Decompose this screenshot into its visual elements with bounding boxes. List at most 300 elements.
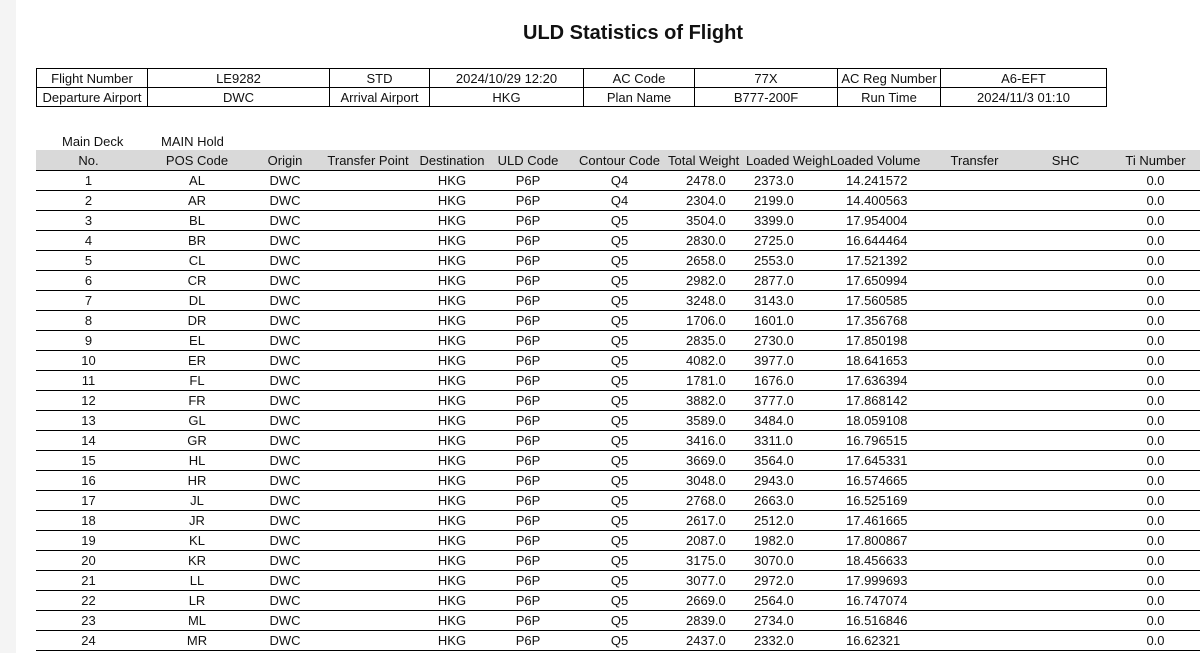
cell-pos-code: EL — [141, 331, 253, 351]
cell-total-weight: 2835.0 — [668, 331, 746, 351]
cell-uld-code: P6P — [485, 571, 571, 591]
cell-transfer — [929, 251, 1020, 271]
std-value: 2024/10/29 12:20 — [430, 69, 584, 88]
cell-destination: HKG — [419, 371, 485, 391]
cell-total-weight: 3077.0 — [668, 571, 746, 591]
cell-transfer-point — [317, 491, 419, 511]
std-label: STD — [330, 69, 430, 88]
cell-loaded-weight: 2199.0 — [746, 191, 830, 211]
cell-no: 22 — [36, 591, 141, 611]
ac-reg-value: A6-EFT — [941, 69, 1107, 88]
cell-destination: HKG — [419, 411, 485, 431]
cell-pos-code: GL — [141, 411, 253, 431]
cell-transfer-point — [317, 171, 419, 191]
cell-loaded-volume: 17.645331 — [830, 451, 929, 471]
cell-destination: HKG — [419, 251, 485, 271]
cell-no: 1 — [36, 171, 141, 191]
cell-transfer-point — [317, 451, 419, 471]
cell-pos-code: LR — [141, 591, 253, 611]
cell-contour-code: Q5 — [571, 431, 668, 451]
cell-ti-number: 0.0 — [1111, 631, 1200, 651]
column-header-contour-code: Contour Code — [571, 150, 668, 171]
cell-transfer-point — [317, 251, 419, 271]
cell-contour-code: Q5 — [571, 291, 668, 311]
cell-transfer-point — [317, 271, 419, 291]
cell-transfer — [929, 371, 1020, 391]
cell-destination: HKG — [419, 311, 485, 331]
cell-origin: DWC — [253, 591, 317, 611]
column-header-transfer: Transfer — [929, 150, 1020, 171]
cell-shc — [1020, 271, 1111, 291]
cell-no: 3 — [36, 211, 141, 231]
cell-loaded-volume: 16.574665 — [830, 471, 929, 491]
cell-loaded-volume: 17.850198 — [830, 331, 929, 351]
cell-uld-code: P6P — [485, 471, 571, 491]
cell-transfer-point — [317, 391, 419, 411]
cell-contour-code: Q4 — [571, 191, 668, 211]
cell-uld-code: P6P — [485, 611, 571, 631]
cell-total-weight: 1781.0 — [668, 371, 746, 391]
table-row — [36, 171, 1200, 191]
cell-loaded-weight: 1601.0 — [746, 311, 830, 331]
cell-total-weight: 2658.0 — [668, 251, 746, 271]
cell-uld-code: P6P — [485, 311, 571, 331]
cell-total-weight: 3669.0 — [668, 451, 746, 471]
cell-loaded-volume: 16.747074 — [830, 591, 929, 611]
cell-ti-number: 0.0 — [1111, 471, 1200, 491]
cell-ti-number: 0.0 — [1111, 551, 1200, 571]
cell-transfer-point — [317, 531, 419, 551]
cell-shc — [1020, 191, 1111, 211]
cell-pos-code: DR — [141, 311, 253, 331]
cell-ti-number: 0.0 — [1111, 231, 1200, 251]
cell-destination: HKG — [419, 191, 485, 211]
cell-destination: HKG — [419, 211, 485, 231]
table-row — [36, 491, 1200, 511]
cell-total-weight: 2087.0 — [668, 531, 746, 551]
cell-loaded-weight: 2373.0 — [746, 171, 830, 191]
cell-total-weight: 3048.0 — [668, 471, 746, 491]
cell-uld-code: P6P — [485, 251, 571, 271]
table-row — [36, 471, 1200, 491]
cell-origin: DWC — [253, 531, 317, 551]
cell-no: 21 — [36, 571, 141, 591]
cell-transfer-point — [317, 211, 419, 231]
page-title: ULD Statistics of Flight — [523, 22, 743, 44]
cell-contour-code: Q5 — [571, 351, 668, 371]
cell-total-weight: 2839.0 — [668, 611, 746, 631]
table-row — [36, 411, 1200, 431]
table-row — [36, 571, 1200, 591]
table-row — [36, 331, 1200, 351]
cell-destination: HKG — [419, 451, 485, 471]
cell-uld-code: P6P — [485, 531, 571, 551]
table-row — [36, 451, 1200, 471]
ac-reg-label: AC Reg Number — [838, 69, 941, 88]
cell-total-weight: 1706.0 — [668, 311, 746, 331]
cell-no: 12 — [36, 391, 141, 411]
cell-pos-code: MR — [141, 631, 253, 651]
cell-transfer — [929, 351, 1020, 371]
cell-shc — [1020, 291, 1111, 311]
cell-loaded-volume: 16.62321 — [830, 631, 929, 651]
column-header-pos-code: POS Code — [141, 150, 253, 171]
run-time-label: Run Time — [838, 88, 941, 107]
cell-pos-code: BR — [141, 231, 253, 251]
cell-no: 10 — [36, 351, 141, 371]
run-time-value: 2024/11/3 01:10 — [941, 88, 1107, 107]
cell-transfer-point — [317, 191, 419, 211]
cell-contour-code: Q5 — [571, 511, 668, 531]
flight-info-row — [37, 69, 1107, 88]
cell-destination: HKG — [419, 431, 485, 451]
column-header-total-weight: Total Weight — [668, 150, 746, 171]
flight-number-value: LE9282 — [148, 69, 330, 88]
departure-airport-value: DWC — [148, 88, 330, 107]
cell-contour-code: Q5 — [571, 491, 668, 511]
cell-loaded-weight: 2943.0 — [746, 471, 830, 491]
column-header-loaded-volume: Loaded Volume — [830, 150, 929, 171]
cell-contour-code: Q5 — [571, 471, 668, 491]
cell-shc — [1020, 451, 1111, 471]
cell-loaded-weight: 2512.0 — [746, 511, 830, 531]
cell-origin: DWC — [253, 551, 317, 571]
cell-origin: DWC — [253, 171, 317, 191]
cell-destination: HKG — [419, 231, 485, 251]
cell-destination: HKG — [419, 591, 485, 611]
cell-origin: DWC — [253, 431, 317, 451]
cell-loaded-volume: 17.461665 — [830, 511, 929, 531]
cell-no: 18 — [36, 511, 141, 531]
cell-ti-number: 0.0 — [1111, 251, 1200, 271]
cell-pos-code: KR — [141, 551, 253, 571]
cell-pos-code: DL — [141, 291, 253, 311]
cell-origin: DWC — [253, 631, 317, 651]
cell-shc — [1020, 231, 1111, 251]
cell-loaded-volume: 18.059108 — [830, 411, 929, 431]
cell-transfer — [929, 491, 1020, 511]
cell-shc — [1020, 551, 1111, 571]
document-page — [16, 0, 1200, 653]
cell-loaded-weight: 2663.0 — [746, 491, 830, 511]
cell-loaded-weight: 2332.0 — [746, 631, 830, 651]
cell-contour-code: Q5 — [571, 611, 668, 631]
flight-number-label: Flight Number — [37, 69, 148, 88]
cell-loaded-weight: 3977.0 — [746, 351, 830, 371]
column-header-uld-code: ULD Code — [485, 150, 571, 171]
cell-transfer — [929, 391, 1020, 411]
cell-shc — [1020, 411, 1111, 431]
cell-ti-number: 0.0 — [1111, 351, 1200, 371]
cell-origin: DWC — [253, 351, 317, 371]
cell-ti-number: 0.0 — [1111, 531, 1200, 551]
cell-transfer-point — [317, 611, 419, 631]
cell-pos-code: HL — [141, 451, 253, 471]
table-header-row — [36, 150, 1200, 171]
cell-transfer — [929, 271, 1020, 291]
cell-uld-code: P6P — [485, 171, 571, 191]
cell-destination: HKG — [419, 471, 485, 491]
cell-transfer — [929, 231, 1020, 251]
cell-loaded-weight: 2553.0 — [746, 251, 830, 271]
cell-transfer-point — [317, 571, 419, 591]
cell-destination: HKG — [419, 391, 485, 411]
cell-destination: HKG — [419, 351, 485, 371]
cell-destination: HKG — [419, 631, 485, 651]
cell-origin: DWC — [253, 511, 317, 531]
column-header-destination: Destination — [419, 150, 485, 171]
table-row — [36, 551, 1200, 571]
cell-transfer-point — [317, 591, 419, 611]
uld-table — [36, 150, 1200, 651]
cell-total-weight: 3175.0 — [668, 551, 746, 571]
cell-loaded-volume: 16.525169 — [830, 491, 929, 511]
cell-loaded-weight: 3484.0 — [746, 411, 830, 431]
cell-ti-number: 0.0 — [1111, 171, 1200, 191]
cell-no: 9 — [36, 331, 141, 351]
cell-uld-code: P6P — [485, 291, 571, 311]
cell-shc — [1020, 311, 1111, 331]
cell-loaded-volume: 17.650994 — [830, 271, 929, 291]
deck-label: Main Deck — [62, 134, 124, 149]
cell-loaded-weight: 1676.0 — [746, 371, 830, 391]
cell-loaded-volume: 17.868142 — [830, 391, 929, 411]
cell-transfer — [929, 411, 1020, 431]
cell-total-weight: 2830.0 — [668, 231, 746, 251]
cell-transfer-point — [317, 411, 419, 431]
cell-loaded-volume: 16.516846 — [830, 611, 929, 631]
cell-uld-code: P6P — [485, 551, 571, 571]
cell-loaded-volume: 18.456633 — [830, 551, 929, 571]
cell-transfer-point — [317, 631, 419, 651]
cell-uld-code: P6P — [485, 491, 571, 511]
cell-pos-code: AL — [141, 171, 253, 191]
departure-airport-label: Departure Airport — [37, 88, 148, 107]
cell-shc — [1020, 391, 1111, 411]
cell-shc — [1020, 471, 1111, 491]
cell-loaded-volume: 14.400563 — [830, 191, 929, 211]
cell-destination: HKG — [419, 611, 485, 631]
cell-no: 24 — [36, 631, 141, 651]
cell-transfer — [929, 311, 1020, 331]
cell-total-weight: 2437.0 — [668, 631, 746, 651]
cell-total-weight: 3248.0 — [668, 291, 746, 311]
column-header-no: No. — [36, 150, 141, 171]
cell-loaded-weight: 3143.0 — [746, 291, 830, 311]
cell-contour-code: Q5 — [571, 451, 668, 471]
hold-label: MAIN Hold — [161, 134, 224, 149]
cell-transfer — [929, 171, 1020, 191]
cell-contour-code: Q4 — [571, 171, 668, 191]
cell-destination: HKG — [419, 171, 485, 191]
cell-loaded-volume: 17.636394 — [830, 371, 929, 391]
table-row — [36, 611, 1200, 631]
cell-no: 4 — [36, 231, 141, 251]
cell-pos-code: AR — [141, 191, 253, 211]
cell-shc — [1020, 631, 1111, 651]
cell-total-weight: 3504.0 — [668, 211, 746, 231]
cell-destination: HKG — [419, 531, 485, 551]
cell-shc — [1020, 351, 1111, 371]
cell-contour-code: Q5 — [571, 371, 668, 391]
cell-contour-code: Q5 — [571, 631, 668, 651]
cell-transfer-point — [317, 291, 419, 311]
cell-transfer — [929, 451, 1020, 471]
cell-ti-number: 0.0 — [1111, 191, 1200, 211]
cell-transfer-point — [317, 371, 419, 391]
cell-no: 7 — [36, 291, 141, 311]
cell-uld-code: P6P — [485, 451, 571, 471]
cell-contour-code: Q5 — [571, 571, 668, 591]
cell-pos-code: HR — [141, 471, 253, 491]
cell-origin: DWC — [253, 191, 317, 211]
cell-no: 15 — [36, 451, 141, 471]
cell-ti-number: 0.0 — [1111, 211, 1200, 231]
cell-origin: DWC — [253, 391, 317, 411]
cell-pos-code: GR — [141, 431, 253, 451]
cell-transfer-point — [317, 511, 419, 531]
arrival-airport-value: HKG — [430, 88, 584, 107]
plan-name-label: Plan Name — [584, 88, 695, 107]
column-header-ti-number: Ti Number — [1111, 150, 1200, 171]
cell-ti-number: 0.0 — [1111, 291, 1200, 311]
cell-origin: DWC — [253, 211, 317, 231]
cell-shc — [1020, 531, 1111, 551]
cell-transfer-point — [317, 351, 419, 371]
cell-loaded-weight: 3311.0 — [746, 431, 830, 451]
cell-uld-code: P6P — [485, 631, 571, 651]
cell-transfer — [929, 191, 1020, 211]
plan-name-value: B777-200F — [695, 88, 838, 107]
cell-uld-code: P6P — [485, 591, 571, 611]
cell-transfer — [929, 531, 1020, 551]
cell-loaded-weight: 2564.0 — [746, 591, 830, 611]
cell-total-weight: 2304.0 — [668, 191, 746, 211]
cell-total-weight: 3416.0 — [668, 431, 746, 451]
table-row — [36, 371, 1200, 391]
table-row — [36, 211, 1200, 231]
cell-loaded-volume: 17.954004 — [830, 211, 929, 231]
cell-no: 20 — [36, 551, 141, 571]
table-row — [36, 191, 1200, 211]
cell-contour-code: Q5 — [571, 331, 668, 351]
cell-loaded-weight: 1982.0 — [746, 531, 830, 551]
cell-shc — [1020, 251, 1111, 271]
cell-pos-code: BL — [141, 211, 253, 231]
cell-pos-code: ER — [141, 351, 253, 371]
cell-loaded-volume: 16.644464 — [830, 231, 929, 251]
table-row — [36, 511, 1200, 531]
cell-origin: DWC — [253, 251, 317, 271]
table-row — [36, 531, 1200, 551]
cell-transfer — [929, 291, 1020, 311]
cell-loaded-volume: 17.800867 — [830, 531, 929, 551]
cell-shc — [1020, 211, 1111, 231]
cell-loaded-weight: 3564.0 — [746, 451, 830, 471]
cell-uld-code: P6P — [485, 411, 571, 431]
cell-uld-code: P6P — [485, 271, 571, 291]
cell-loaded-weight: 2725.0 — [746, 231, 830, 251]
cell-contour-code: Q5 — [571, 251, 668, 271]
cell-shc — [1020, 431, 1111, 451]
cell-loaded-volume: 18.641653 — [830, 351, 929, 371]
cell-loaded-volume: 17.356768 — [830, 311, 929, 331]
table-row — [36, 391, 1200, 411]
cell-ti-number: 0.0 — [1111, 331, 1200, 351]
cell-shc — [1020, 171, 1111, 191]
cell-loaded-volume: 17.560585 — [830, 291, 929, 311]
cell-pos-code: JL — [141, 491, 253, 511]
cell-shc — [1020, 611, 1111, 631]
cell-ti-number: 0.0 — [1111, 391, 1200, 411]
cell-no: 2 — [36, 191, 141, 211]
cell-loaded-volume: 17.999693 — [830, 571, 929, 591]
flight-info-table — [36, 68, 1107, 107]
cell-shc — [1020, 591, 1111, 611]
cell-total-weight: 2478.0 — [668, 171, 746, 191]
cell-uld-code: P6P — [485, 231, 571, 251]
cell-contour-code: Q5 — [571, 531, 668, 551]
cell-destination: HKG — [419, 571, 485, 591]
cell-origin: DWC — [253, 231, 317, 251]
cell-no: 17 — [36, 491, 141, 511]
cell-destination: HKG — [419, 271, 485, 291]
cell-origin: DWC — [253, 271, 317, 291]
cell-loaded-weight: 3777.0 — [746, 391, 830, 411]
arrival-airport-label: Arrival Airport — [330, 88, 430, 107]
cell-ti-number: 0.0 — [1111, 371, 1200, 391]
cell-ti-number: 0.0 — [1111, 511, 1200, 531]
cell-uld-code: P6P — [485, 371, 571, 391]
cell-transfer — [929, 331, 1020, 351]
cell-shc — [1020, 491, 1111, 511]
cell-pos-code: JR — [141, 511, 253, 531]
cell-no: 11 — [36, 371, 141, 391]
cell-origin: DWC — [253, 291, 317, 311]
table-body — [36, 171, 1200, 651]
cell-loaded-weight: 2730.0 — [746, 331, 830, 351]
cell-pos-code: FL — [141, 371, 253, 391]
cell-contour-code: Q5 — [571, 591, 668, 611]
cell-origin: DWC — [253, 611, 317, 631]
cell-total-weight: 2982.0 — [668, 271, 746, 291]
cell-transfer-point — [317, 551, 419, 571]
cell-origin: DWC — [253, 491, 317, 511]
cell-ti-number: 0.0 — [1111, 571, 1200, 591]
cell-transfer-point — [317, 311, 419, 331]
cell-total-weight: 3589.0 — [668, 411, 746, 431]
cell-destination: HKG — [419, 551, 485, 571]
cell-loaded-volume: 17.521392 — [830, 251, 929, 271]
table-row — [36, 271, 1200, 291]
cell-origin: DWC — [253, 311, 317, 331]
cell-loaded-weight: 3070.0 — [746, 551, 830, 571]
cell-ti-number: 0.0 — [1111, 611, 1200, 631]
cell-loaded-weight: 2734.0 — [746, 611, 830, 631]
cell-ti-number: 0.0 — [1111, 451, 1200, 471]
cell-destination: HKG — [419, 331, 485, 351]
cell-uld-code: P6P — [485, 351, 571, 371]
table-row — [36, 311, 1200, 331]
cell-contour-code: Q5 — [571, 231, 668, 251]
cell-pos-code: ML — [141, 611, 253, 631]
cell-transfer — [929, 631, 1020, 651]
cell-no: 16 — [36, 471, 141, 491]
cell-total-weight: 4082.0 — [668, 351, 746, 371]
cell-contour-code: Q5 — [571, 311, 668, 331]
ac-code-label: AC Code — [584, 69, 695, 88]
cell-transfer — [929, 611, 1020, 631]
